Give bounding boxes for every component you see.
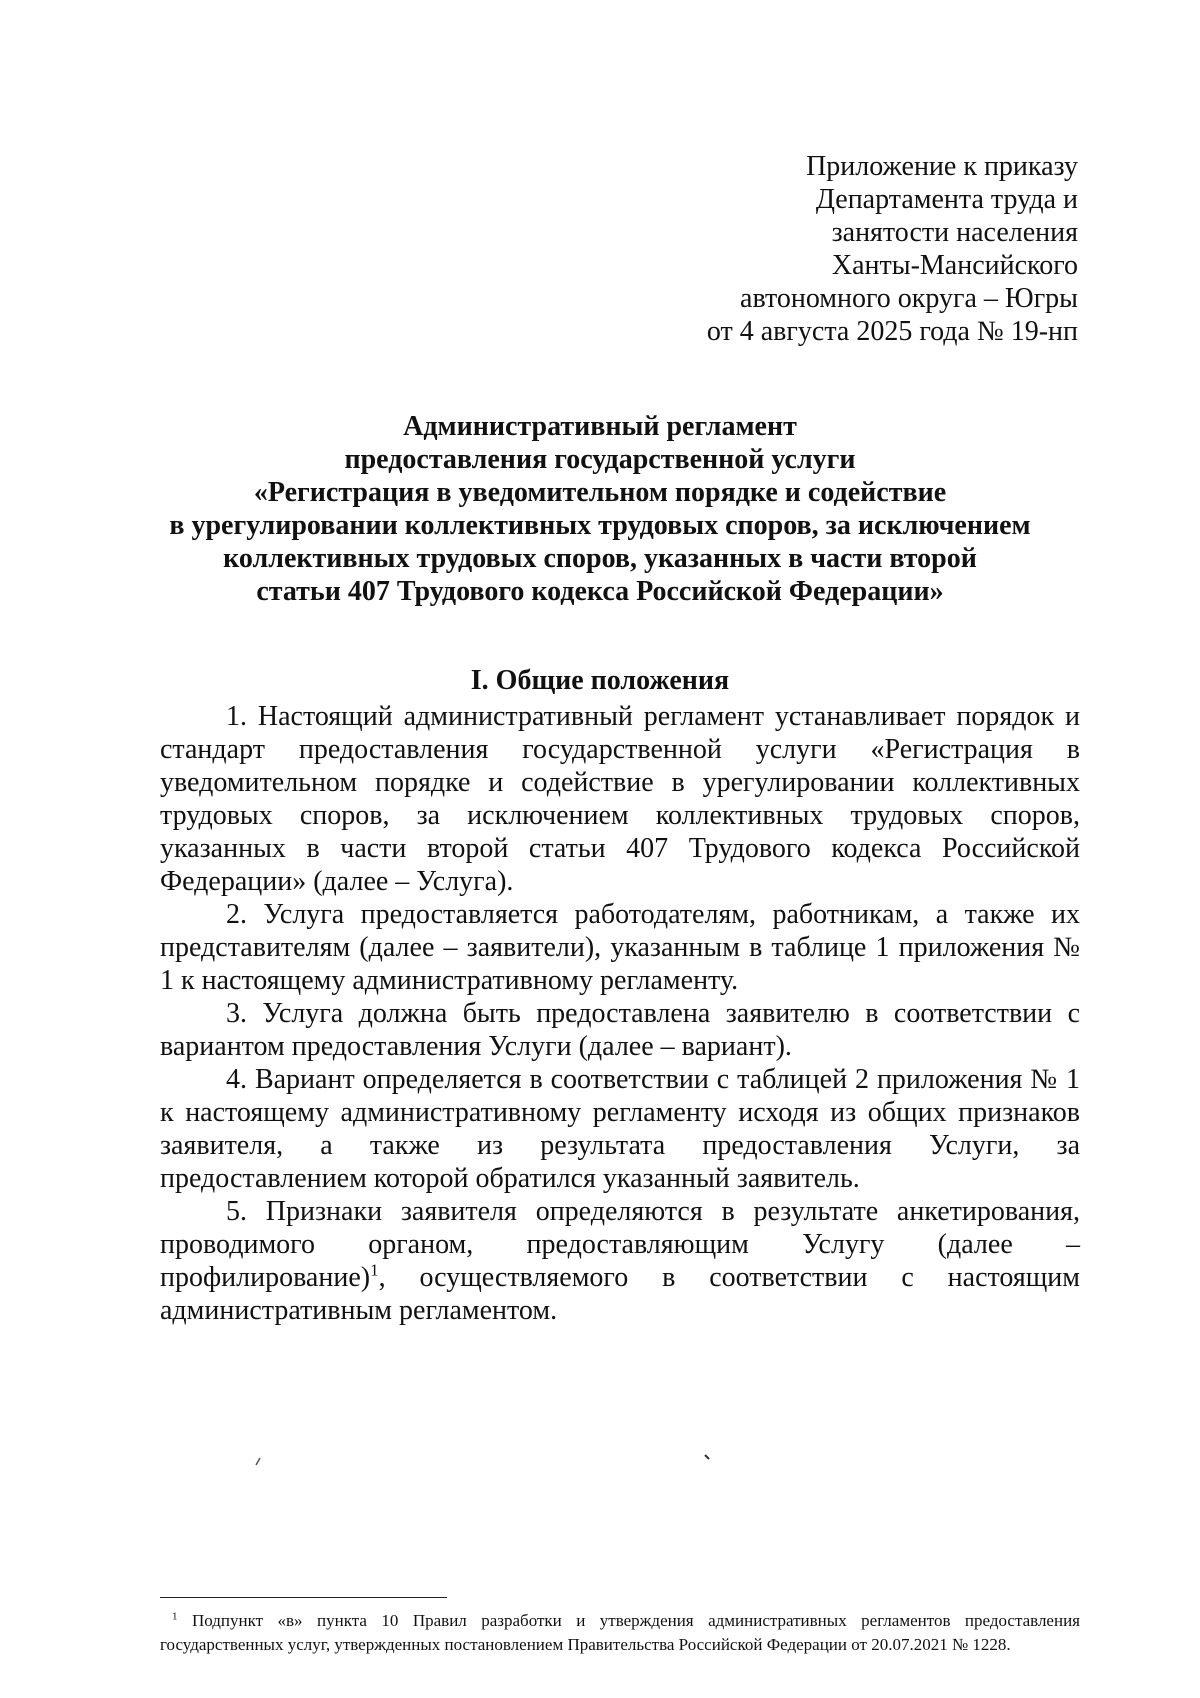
paragraph-1: 1. Настоящий административный регламент устанавливает порядок и стандарт предоставления государственной услуги «Регистрация в уведомительном порядке и содействие в урегулировании коллективных трудовых споров, за исключением коллективных трудовых споров, указанных в части второй статьи 407 Трудового кодекса Российской Федерации» (далее – Услуга). [160,701,1080,897]
document-title [140,410,1060,608]
title-line: предоставления государственной услуги [344,444,856,475]
footnote-separator [160,1597,447,1598]
appendix-line: Департамента труда и [815,184,1078,215]
appendix-line: Приложение к приказу [806,151,1078,182]
footnote-marker: 1 [172,1610,178,1623]
footnote-text: Подпункт «в» пункта 10 Правил разработки и утверждения административных регламентов предоставления государственных услуг, утвержденных постановлением Правительства Российской Федерации от 20.07.2021 № 1228. [160,1611,1080,1654]
footnote [160,1609,1080,1657]
appendix-header [518,150,1078,348]
title-line: статьи 407 Трудового кодекса Российской Федерации» [256,576,944,607]
title-line: коллективных трудовых споров, указанных в части второй [223,543,977,574]
paragraph-4: 4. Вариант определяется в соответствии с таблицей 2 приложения № 1 к настоящему административному регламенту исходя из общих признаков заявителя, а также из результата предоставления Услуги, за предоставлением которой обратился указанный заявитель. [160,1064,1080,1194]
scan-speck [705,1455,709,1459]
appendix-line: от 4 августа 2025 года № 19-нп [706,316,1078,347]
paragraph-5-start: 5. Признаки заявителя определяются в результате анкетирования, проводимого органом, предоставляющим Услугу (далее – профилирование) [160,1196,1080,1293]
title-line: Административный регламент [403,411,797,442]
paragraph-5-end: , осуществляемого в соответствии с настоящим административным регламентом. [160,1262,1080,1326]
footnote-reference[interactable]: 1 [370,1260,379,1280]
paragraph-2: 2. Услуга предоставляется работодателям, работникам, а также их представителям (далее – заявители), указанным в таблице 1 приложения № 1 к настоящему административному регламенту. [160,899,1080,996]
scan-speck [256,1458,260,1465]
section-heading: I. Общие положения [470,665,730,696]
appendix-line: автономного округа – Югры [740,283,1078,314]
title-line: в урегулировании коллективных трудовых споров, за исключением [169,510,1031,541]
title-line: «Регистрация в уведомительном порядке и содействие [253,477,947,508]
appendix-line: Ханты-Мансийского [831,250,1078,281]
section-body [160,700,1080,1327]
paragraph-3: 3. Услуга должна быть предоставлена заявителю в соответствии с вариантом предоставления Услуги (далее – вариант). [160,998,1080,1062]
appendix-line: занятости населения [831,217,1078,248]
paragraph-5 [160,1195,1080,1327]
